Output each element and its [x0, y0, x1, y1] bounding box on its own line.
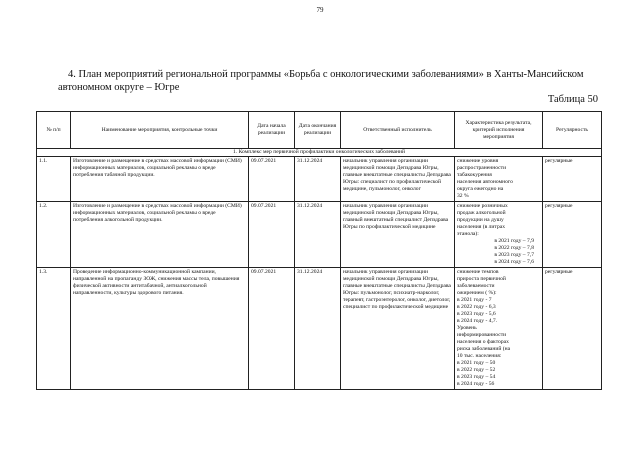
row-number: 1.2. [37, 202, 71, 268]
result-line: населения о факторах [457, 339, 509, 345]
start-date: 09.07.2021 [249, 157, 295, 202]
result-line: продукции на душу [457, 217, 504, 223]
result-line: населения автономного [457, 179, 513, 185]
start-date: 09.07.2021 [249, 268, 295, 390]
row-number: 1.3. [37, 268, 71, 390]
result-year-line: в 2024 году – 7,6 [494, 259, 534, 265]
result-line: Уровень [457, 325, 477, 331]
result-line: 10 тыс. населения: [457, 353, 502, 359]
result-line: снижение уровня [457, 158, 499, 164]
result-line: снижение темпов [457, 269, 499, 275]
heading-line-2: автономном округе – Югре [58, 82, 180, 93]
regularity: регулярные [543, 157, 602, 202]
result-line: в 2021 году - 7 [457, 297, 492, 303]
table-row [37, 268, 602, 390]
table-row [37, 157, 602, 202]
row-number: 1.1. [37, 157, 71, 202]
result-line: информированности [457, 332, 507, 338]
page-number: 79 [316, 6, 324, 14]
plan-table [36, 111, 602, 390]
column-header: Регулярность [543, 112, 602, 149]
column-header: Наименование мероприятия, контрольные точки [71, 112, 249, 149]
result-line: продаж алкогольной [457, 210, 506, 216]
regularity: регулярные [543, 202, 602, 268]
measure-name: Изготовление и размещение в средствах массовой информации (СМИ) информационных материалов, социальной рекламы о вреде потребления табачной продукции. [71, 157, 249, 202]
result-year-line: в 2022 году – 7,8 [494, 245, 534, 251]
start-date: 09.07.2021 [249, 202, 295, 268]
result-line: табакокурения [457, 172, 492, 178]
table-row [37, 202, 602, 268]
measure-name: Изготовление и размещение в средствах массовой информации (СМИ) информационных материалов, социальной рекламы о вреде потребления алкогольной продукции. [71, 202, 249, 268]
responsible-executor: начальник управления организации медицинской помощи Депздрава Югры, главные внештатные специалисты Депздрава Югры: специалист по профилактической медицине, пульмонолог, онколог [341, 157, 455, 202]
column-header: Дата начала реализации [249, 112, 295, 149]
end-date: 31.12.2024 [295, 157, 341, 202]
measure-name: Проведение информационно-коммуникационной кампании, направленной на пропаганду ЗОЖ, снижения массы тела, повышения физической активности антитабачной, антиалкогольной направленности, культуры здорового питания. [71, 268, 249, 390]
responsible-executor: начальник управления организации медицинской помощи Депздрава Югры, главные внештатные специалисты Депздрава Югры: пульмонолог, психиатр-нарколог, терапевт, гастроэнтеролог, онколог, диетолог, специалист по профилактической медицине [341, 268, 455, 390]
column-header: Характеристика результата, критерий исполнения мероприятия [455, 112, 543, 149]
table-label: Таблица 50 [547, 94, 598, 105]
result-line: прироста первичной [457, 276, 506, 282]
column-header: Ответственный исполнитель [341, 112, 455, 149]
result-line: в 2023 году – 54 [457, 374, 496, 380]
plan-heading [58, 68, 618, 94]
result-line: в 2021 году – 50 [457, 360, 496, 366]
result-line: риска заболеваний (на [457, 346, 511, 352]
result-line: округа ежегодно на [457, 186, 504, 192]
result-line: населения (в литрах [457, 224, 506, 230]
section-row [37, 149, 602, 157]
result-criteria [455, 157, 543, 202]
end-date: 31.12.2024 [295, 202, 341, 268]
result-criteria [455, 202, 543, 268]
result-line: заболеваемости [457, 283, 495, 289]
result-line: в 2024 году - 4,7. [457, 318, 498, 324]
end-date: 31.12.2024 [295, 268, 341, 390]
result-line: в 2022 году - 6,3 [457, 304, 496, 310]
result-year-line: в 2021 году – 7,9 [494, 238, 534, 244]
result-line: в 2023 году - 5,6 [457, 311, 496, 317]
responsible-executor: начальник управления организации медицинской помощи Депздрава Югры, главный внештатный специалист Депздрава Югры по профилактической медицине [341, 202, 455, 268]
result-criteria [455, 268, 543, 390]
result-line: в 2022 году – 52 [457, 367, 496, 373]
result-line: в 2024 году - 56 [457, 381, 495, 387]
regularity: регулярные [543, 268, 602, 390]
table-header-row [37, 112, 602, 149]
result-line: снижение розничных [457, 203, 508, 209]
result-year-line: в 2023 году – 7,7 [494, 252, 534, 258]
column-header: № п/п [37, 112, 71, 149]
heading-line-1: 4. План мероприятий региональной программы «Борьба с онкологическими заболеваниями» в Ханты-Мансийском [68, 69, 584, 80]
column-header: Дата окончания реализации [295, 112, 341, 149]
result-line: ожирением ( %): [457, 290, 497, 296]
result-line: 32 % [457, 193, 469, 199]
result-line: распространенности [457, 165, 507, 171]
section-title: 1. Комплекс мер первичной профилактики онкологических заболеваний [37, 149, 602, 157]
result-line: этанола): [457, 231, 479, 237]
